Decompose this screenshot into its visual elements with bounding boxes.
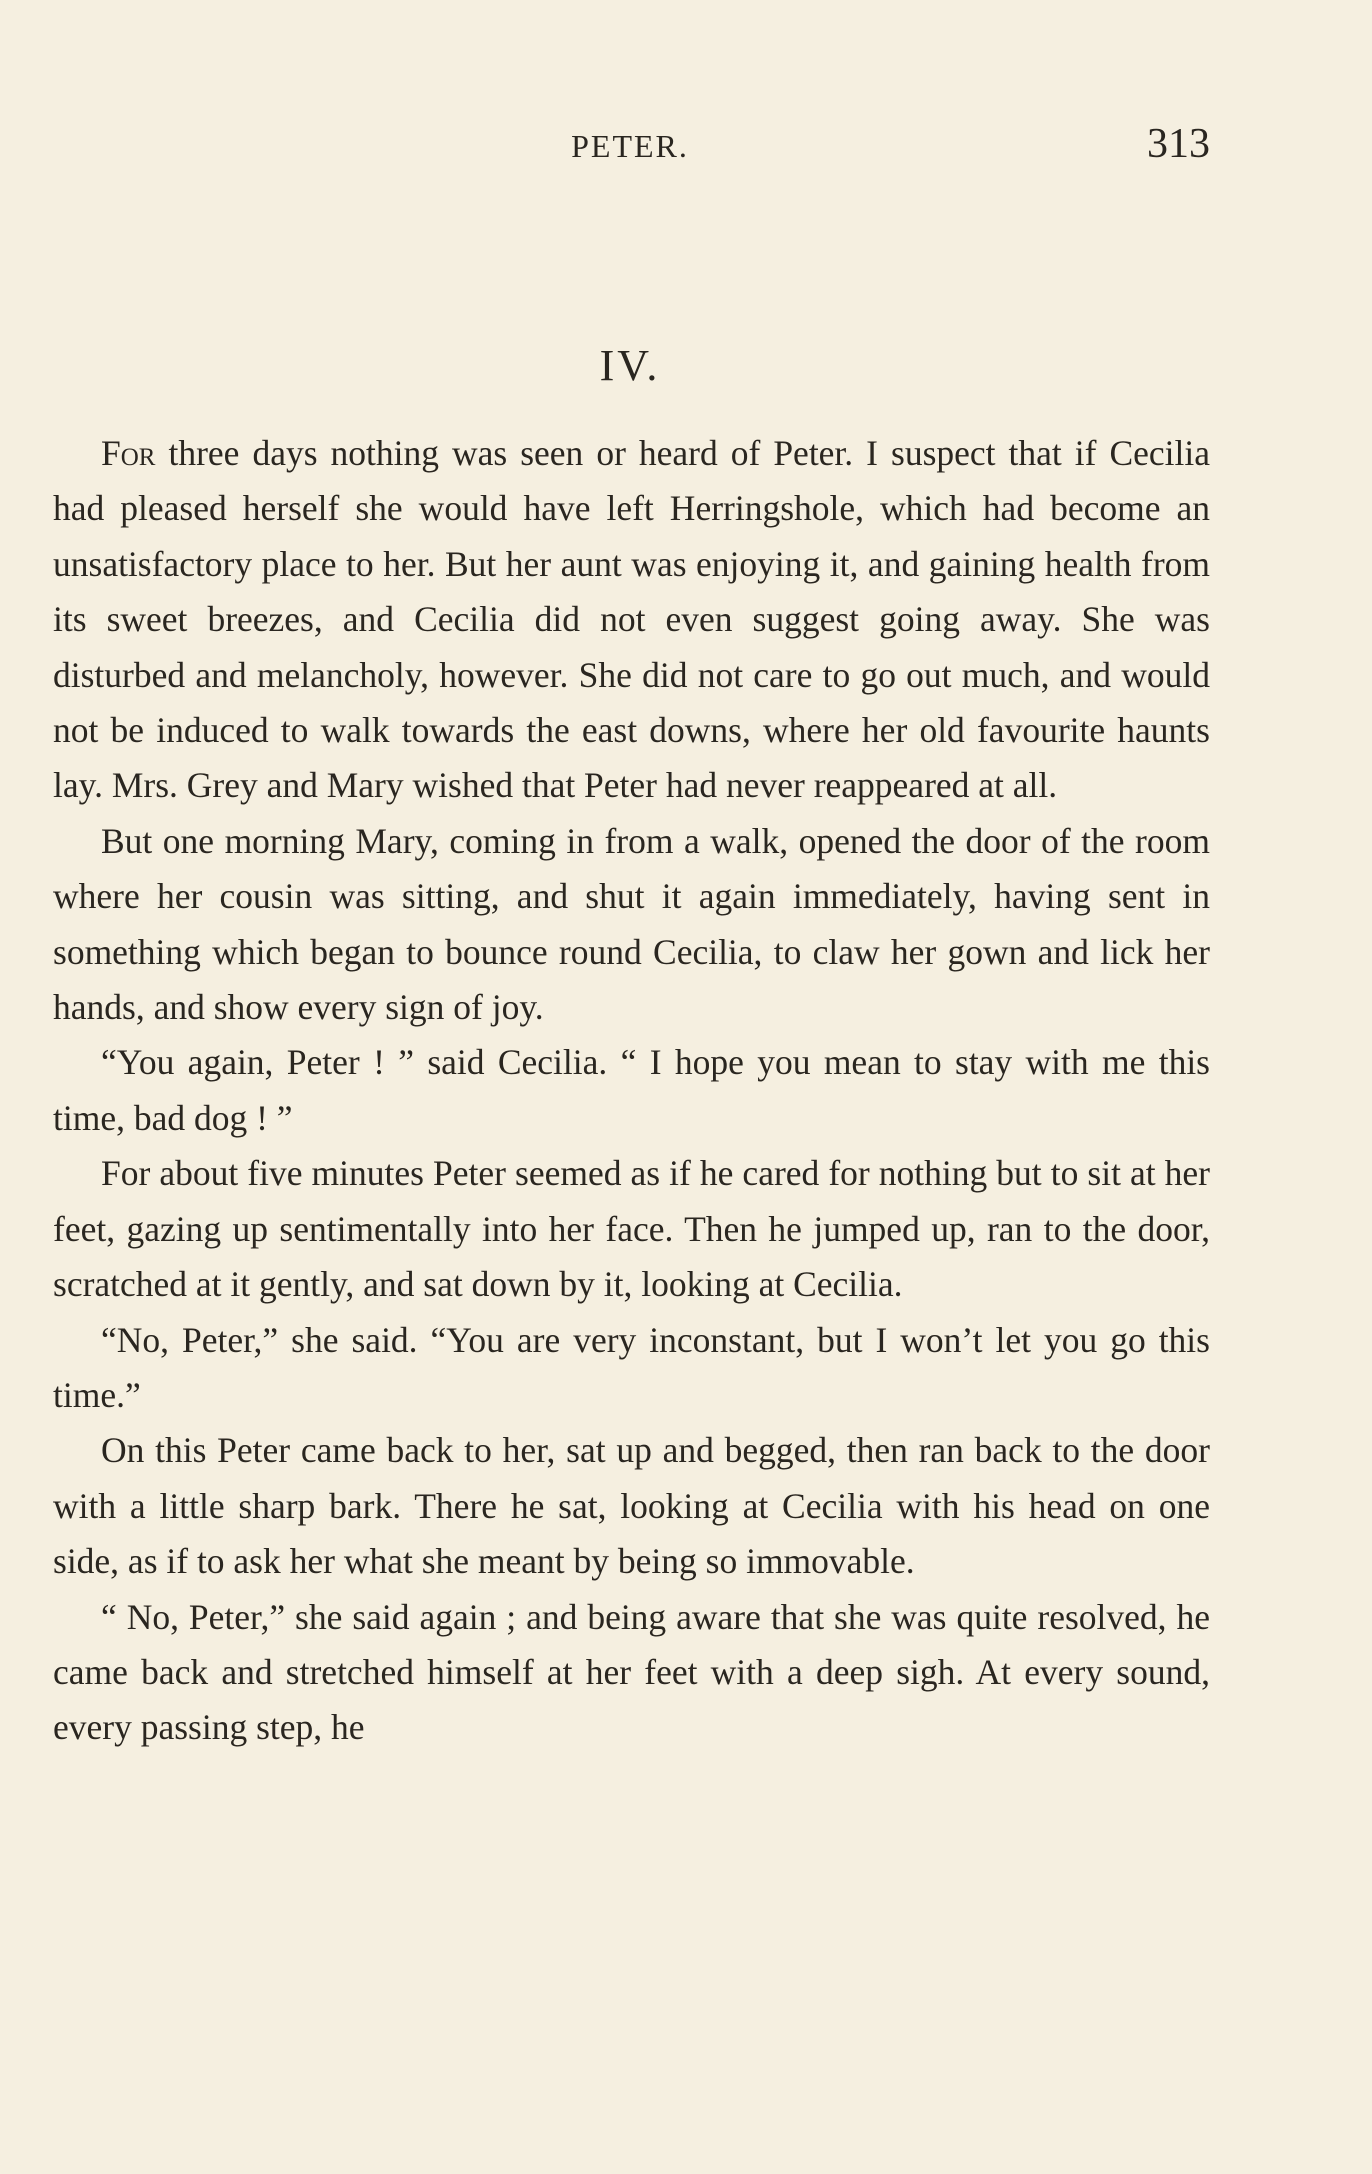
running-head [50,118,1210,178]
paragraph-text: three days nothing was seen or heard of Peter. I suspect that if Cecilia had pleased herself she would have left Herringshole, which had become an unsatisfactory place to her. But her aunt was enjoying it, and gaining health from its sweet breezes, and Cecilia did not even suggest going away. She was disturbed and melancholy, however. She did not care to go out much, and would not be induced to walk towards the east downs, where her old favourite haunts lay. Mrs. Grey and Mary wished that Peter had never reappeared at all. [53,433,1210,806]
paragraph: “No, Peter,” she said. “You are very inconstant, but I won’t let you go this time.” [53,1319,1210,1415]
running-title: PETER. [571,128,689,164]
paragraph: On this Peter came back to her, sat up and begged, then ran back to the door with a little sharp bark. There he sat, looking at Cecilia with his head on one side, as if to ask her what she meant by being so immovable. [53,1430,1210,1582]
paragraph: But one morning Mary, coming in from a walk, opened the door of the room where her cousin was sitting, and shut it again immediately, having sent in something which began to bounce round Cecilia, to claw her gown and lick her hands, and show every sign of joy. [53,820,1210,1028]
paragraph: “ No, Peter,” she said again ; and being aware that she was quite resolved, he came back and stretched himself at her feet with a deep sigh. At every sound, every passing step, he [53,1596,1210,1748]
paragraph-lead-word: For [101,433,156,473]
page-number: 313 [1147,121,1210,167]
chapter-heading: IV. [599,341,661,390]
body-text [53,426,1210,1756]
paragraph: For about five minutes Peter seemed as if he cared for nothing but to sit at her feet, gazing up sentimentally into her face. Then he jumped up, ran to the door, scratched at it gently, and sat down by it, looking at Cecilia. [53,1153,1210,1305]
paragraph [53,426,1210,814]
paragraph: “You again, Peter ! ” said Cecilia. “ I hope you mean to stay with me this time, bad dog ! ” [53,1042,1210,1138]
